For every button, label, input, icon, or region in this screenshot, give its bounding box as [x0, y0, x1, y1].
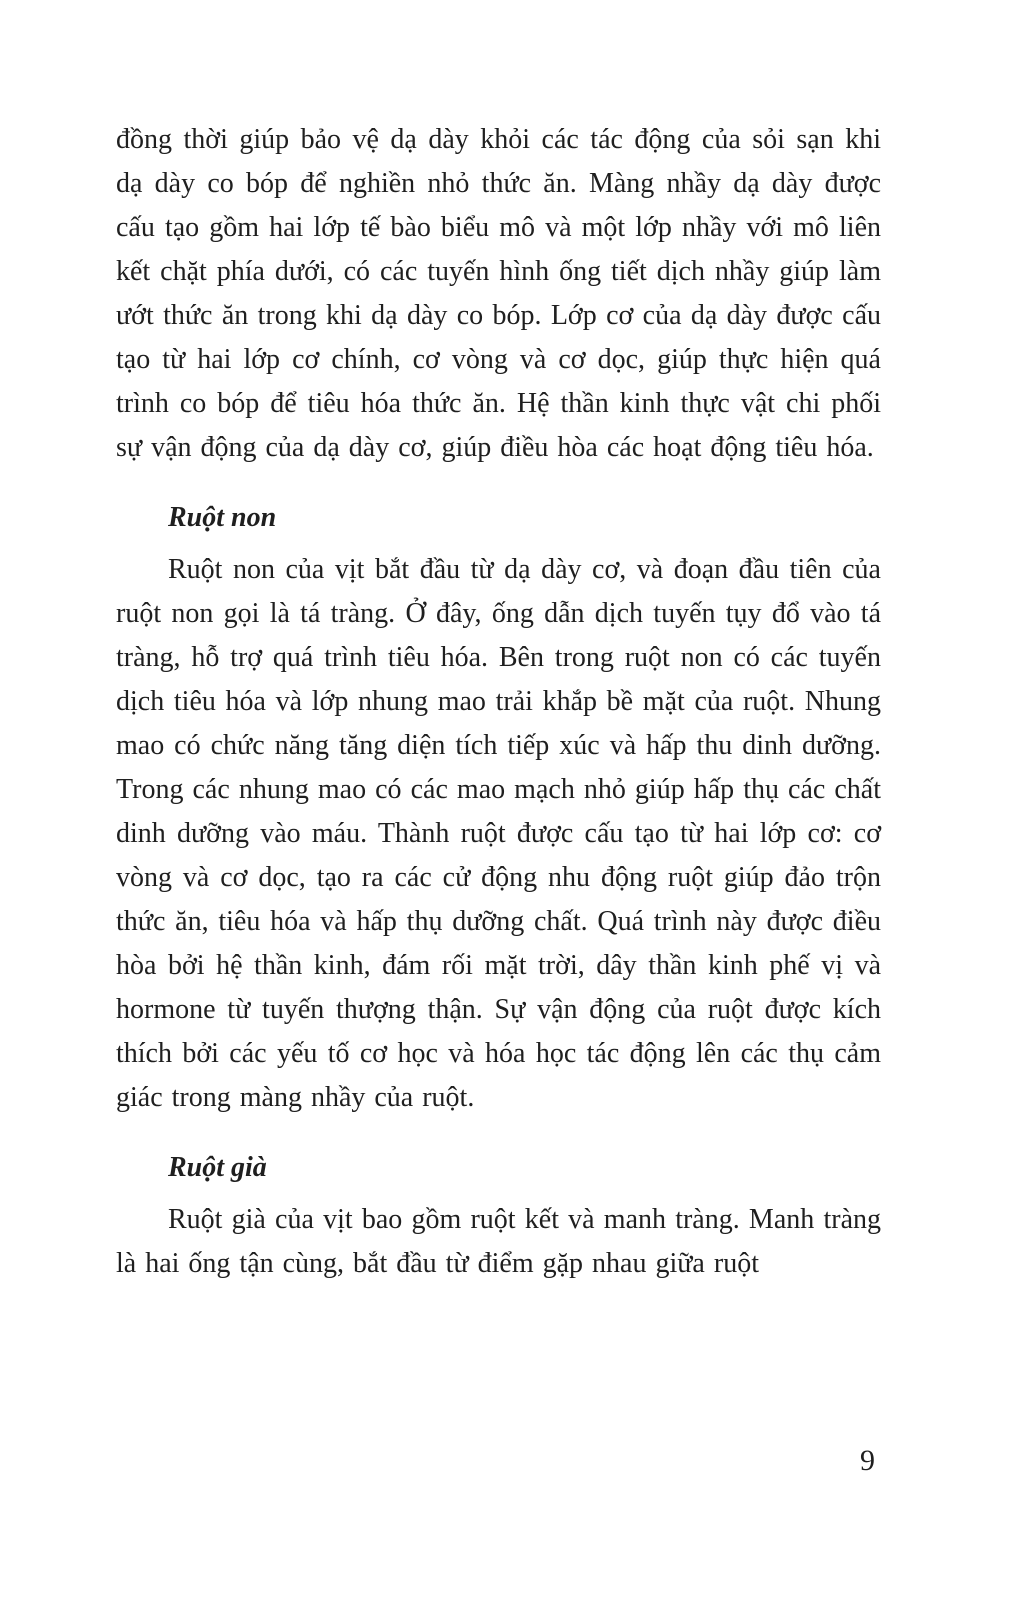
intro-paragraph: đồng thời giúp bảo vệ dạ dày khỏi các tác động của sỏi sạn khi dạ dày co bóp để nghiền nhỏ thức ăn. Màng nhầy dạ dày được cấu tạo gồm hai lớp tế bào biểu mô và một lớp nhầy với mô liên kết chặt phía dưới, có các tuyến hình ống tiết dịch nhầy giúp làm ướt thức ăn trong khi dạ dày co bóp. Lớp cơ của dạ dày được cấu tạo từ hai lớp cơ chính, cơ vòng và cơ dọc, giúp thực hiện quá trình co bóp để tiêu hóa thức ăn. Hệ thần kinh thực vật chi phối sự vận động của dạ dày cơ, giúp điều hòa các hoạt động tiêu hóa.	[116, 124, 881, 463]
section-body-ruot-gia: Ruột già của vịt bao gồm ruột kết và manh tràng. Manh tràng là hai ống tận cùng, bắt đầu từ điểm gặp nhau giữa ruột	[116, 1204, 881, 1279]
section-heading-ruot-non: Ruột non	[168, 502, 277, 533]
page-number: 9	[860, 1444, 875, 1477]
section-heading-ruot-gia: Ruột già	[168, 1152, 267, 1183]
section-body-ruot-non: Ruột non của vịt bắt đầu từ dạ dày cơ, và đoạn đầu tiên của ruột non gọi là tá tràng. Ở đây, ống dẫn dịch tuyến tụy đổ vào tá tràng, hỗ trợ quá trình tiêu hóa. Bên trong ruột non có các tuyến dịch tiêu hóa và lớp nhung mao trải khắp bề mặt của ruột. Nhung mao có chức năng tăng diện tích tiếp xúc và hấp thu dinh dưỡng. Trong các nhung mao có các mao mạch nhỏ giúp hấp thụ các chất dinh dưỡng vào máu. Thành ruột được cấu tạo từ hai lớp cơ: cơ vòng và cơ dọc, tạo ra các cử động nhu động ruột giúp đảo trộn thức ăn, tiêu hóa và hấp thụ dưỡng chất. Quá trình này được điều hòa bởi hệ thần kinh, đám rối mặt trời, dây thần kinh phế vị và hormone từ tuyến thượng thận. Sự vận động của ruột được kích thích bởi các yếu tố cơ học và hóa học tác động lên các thụ cảm giác trong màng nhầy của ruột.	[116, 554, 881, 1113]
